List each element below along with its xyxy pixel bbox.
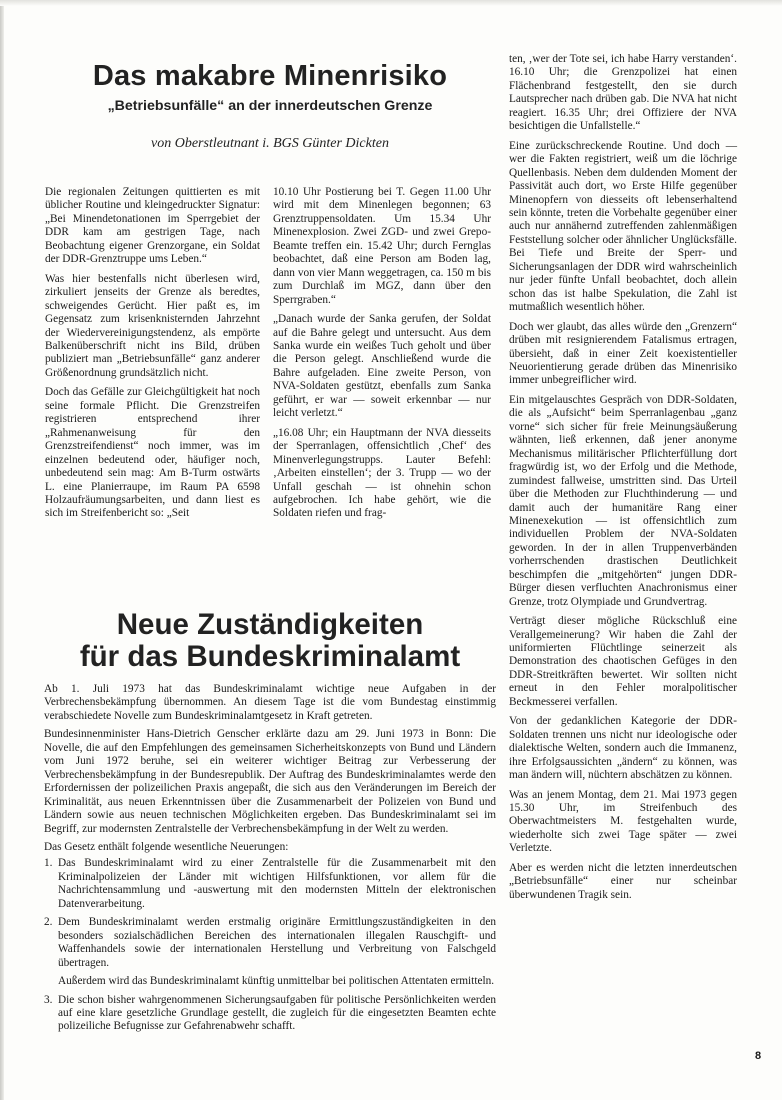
paragraph: 10.10 Uhr Postierung bei T. Gegen 11.00 Uhr wird mit dem Minenlegen begonnen; 63 Grenztruppensoldaten. Um 15.34 Uhr Minenexplosion. Zwei ZGD- und zwei Grepo-Beamte treffen ein. 15.42 Uhr; durch Fernglas beobachtet, daß eine Person am Boden lag, dann von vier Mann weggetragen, ca. 150 m bis zum Durchlaß im MGZ, dann über den Sperrgraben.“ xyxy=(273,186,491,306)
list-text: Die schon bisher wahrgenommenen Sicherungsaufgaben für politische Persönlichkeiten werden auf eine klare gesetzliche Grundlage gestellt, die zugleich für die eingesetzten Beamten echte polizeiliche Befugnisse zur Gefahrenabwehr schafft. xyxy=(58,993,496,1033)
article1-column-2 xyxy=(273,186,491,527)
paragraph: Doch das Gefälle zur Gleichgültigkeit hat noch seine formale Pflicht. Die Grenzstreifen registrieren entsprechend ihrer „Rahmenanweisung für den Grenzstreifendienst“ noch immer, was im einzelnen bedeutend oder, häufiger noch, unbedeutend sein mag: Am B-Turm ostwärts L. eine Planierraupe, im Raum PA 6598 Holzaufräumungsarbeiten, und dann liest es sich im Streifenbericht so: „Seit xyxy=(45,386,260,520)
paragraph: Ab 1. Juli 1973 hat das Bundeskriminalamt wichtige neue Aufgaben in der Verbrechensbekämpfung übernommen. An diesem Tage ist die vom Bundestag einstimmig verabschiedete Novelle zum Bundeskriminalamtgesetz in Kraft getreten. xyxy=(44,683,496,722)
article2-title-line1: Neue Zuständigkeiten xyxy=(116,608,424,641)
list-number: 2. xyxy=(44,916,53,929)
list-item xyxy=(44,857,496,911)
paragraph: Aber es werden nicht die letzten innerdeutschen „Betriebsunfälle“ einer nur scheinbar überwundenen Tragik sein. xyxy=(509,861,737,901)
paragraph: Verträgt dieser mögliche Rückschluß eine Verallgemeinerung? Wir haben die Zahl der uniformierten Flüchtlinge seinerzeit als Demonstration des chaotischen Gefüges in den DDR-Streitkräften bewertet. Wir sollten nicht erneut in den Fehler moralpolitischer Beckmesserei verfallen. xyxy=(509,615,737,708)
paragraph: ten, ‚wer der Tote sei, ich habe Harry verstanden‘. 16.10 Uhr; die Grenzpolizei hat einen Flächenbrand festgestellt, den sie durch Lautsprecher nach drüben gab. Die NVA hat nicht reagiert. 16.35 Uhr; drei Offiziere der NVA besichtigen die Unfallstelle.“ xyxy=(509,53,737,133)
paragraph: Bundesinnenminister Hans-Dietrich Genscher erklärte dazu am 29. Juni 1973 in Bonn: Die Novelle, die auf den Empfehlungen des gemeinsamen Sicherheitskonzepts von Bund und Ländern vom Juni 1972 beruhe, sei ein weiterer wichtiger Beitrag zur Verbesserung der Verbrechensbekämpfung in der Bundesrepublik. Der Auftrag des Bundeskriminalamtes werde den Erfordernissen der polizeilichen Praxis angepaßt, die sich aus den Veränderungen im Bereich der Kriminalität, aus neuen Erkenntnissen über die Zusammenarbeit der Polizeien von Bund und Ländern sowie aus neuen technischen Möglichkeiten ergeben. Das Bundeskriminalamt sei im Begriff, zur modernsten Zentralstelle der Verbrechensbekämpfung in der Welt zu werden. xyxy=(44,728,496,835)
article1-byline: von Oberstleutnant i. BGS Günter Dickten xyxy=(151,136,389,151)
list-item xyxy=(44,994,496,1034)
paragraph: „16.08 Uhr; ein Hauptmann der NVA diesseits der Sperranlagen, offensichtlich ‚Chef‘ des Minenverlegungstrupps. Lauter Befehl: ‚Arbeiten einstellen‘; der 3. Trupp — wo der Unfall geschah — ist ohnehin schon aufgebrochen. Ich habe gehört, wie die Soldaten riefen und frag- xyxy=(273,426,491,520)
paragraph: Das Gesetz enthält folgende wesentliche Neuerungen: xyxy=(44,840,289,853)
article2-title xyxy=(40,609,500,673)
paragraph: „Danach wurde der Sanka gerufen, der Soldat auf die Bahre gelegt und untersucht. Aus dem Sanka wurde ein weißes Tuch geholt und über die Person gelegt. Anschließend wurde die Bahre aufgeladen. Eine zweite Person, von NVA-Soldaten gestützt, ebenfalls zum Sanka geführt, er war — soweit erkennbar — nur leicht verletzt.“ xyxy=(273,313,491,420)
article1-column-3 xyxy=(509,53,737,908)
article1-title: Das makabre Minenrisiko xyxy=(92,60,448,92)
paragraph: Was an jenem Montag, dem 21. Mai 1973 gegen 15.30 Uhr, im Streifenbuch des Oberwachtmeisters M. festgehalten wurde, wiederholte sich zwei Tage später — zwei Verletzte. xyxy=(509,788,737,855)
paragraph: Ein mitgelauschtes Gespräch von DDR-Soldaten, die als „Aufsicht“ beim Sperranlagenbau „ganz vorne“ sich sicher für freie Meinungsäußerung wähnten, ließ erkennen, daß jener anonyme Mechanismus militärischer Pflichterfüllung dort fragwürdig ist, wo der Erfolg und die Methode, zumindest fallweise, umstritten sind. Das Urteil über die Methoden zur Fluchthinderung — und damit auch der humanitäre Rang einer Minenexekution — ist offensichtlich zum individuellen Problem der NVA-Soldaten geworden. In der in allen Truppenverbänden vorherrschenden drastischen Deutlichkeit beschimpfen die „mitgehörten“ jungen DDR-Bürger diesen verfluchten Anachronismus einer Grenze, trotz Olympiade und Grundvertrag. xyxy=(509,393,737,608)
paragraph: Eine zurückschreckende Routine. Und doch — wer die Fakten registriert, weiß um die löchrige Quellenbasis. Neben dem duldenden Moment der Passivität auch dort, wo Erste Hilfe gegenüber Minenopfern von diesseits oft lebenserhaltend sein könnte, treten die Vorbehalte gegenüber einer auch nur annähernd zutreffenden zahlenmäßigen Feststellung solcher oder ähnlicher Unglücksfälle. Bei Tiefe und Breite der Sperr- und Sicherungsanlagen der DDR wird wahrscheinlich nur jeder fünfte Unfall beobachtet, doch allein schon das ist halbe Spekulation, die Zahl ist mutmaßlich wesentlich höher. xyxy=(509,139,737,314)
article2-title-line2: für das Bundeskriminalamt xyxy=(79,640,461,673)
article1-column-1 xyxy=(45,186,260,527)
list-number: 3. xyxy=(44,993,53,1006)
list-text: Dem Bundeskriminalamt werden erstmalig originäre Ermittlungszuständigkeiten in den besonders sozialschädlichen Bereichen des internationalen illegalen Rauschgift- und Waffenhandels sowie der internationalen Herstellung und Verbreitung von Falschgeld übertragen. xyxy=(58,916,496,969)
paragraph: Die regionalen Zeitungen quittierten es mit üblicher Routine und kleingedruckter Signatur: „Bei Minendetonationen im Sperrgebiet der DDR kam am gestrigen Tage, nach Beobachtung eigener Grenzorgane, ein Soldat der DDR-Grenztruppe ums Leben.“ xyxy=(45,186,260,266)
list-text: Das Bundeskriminalamt wird zu einer Zentralstelle für die Zusammenarbeit mit den Kriminalpolizeien der Länder mit wichtigen Hilfsfunktionen, vor allem für die Nachrichtensammlung und -auswertung mit den modernsten Mitteln der elektronischen Datenverarbeitung. xyxy=(58,857,496,910)
list-text-extra: Außerdem wird das Bundeskriminalamt künftig unmittelbar bei politischen Attentaten ermitteln. xyxy=(58,975,495,988)
page-number: 8 xyxy=(755,1050,762,1062)
paragraph: Von der gedanklichen Kategorie der DDR-Soldaten trennen uns nicht nur ideologische oder dialektische Welten, sondern auch die Immanenz, ihre Erfolgsaussichten „ändern“ zu können, was man ändern will, nüchtern abschätzen zu können. xyxy=(509,715,737,782)
scan-edge xyxy=(0,0,4,1100)
scan-top-edge xyxy=(0,0,782,6)
paragraph: Was hier bestenfalls nicht überlesen wird, zirkuliert jenseits der Grenze als beredtes, schweigendes Gerücht. Hier paßt es, im Gegensatz zum krisenknisternden Jahrzehnt der Wiedervereinigungstendenz, als empörte Balkenüberschrift nicht ins Bild, drüben publiziert man „Betriebsunfälle“ ganz anderer Größenordnung grundsätzlich nicht. xyxy=(45,272,260,379)
provisions-list xyxy=(44,857,496,1033)
article1-subtitle: „Betriebsunfälle“ an der innerdeutschen Grenze xyxy=(107,98,433,114)
list-number: 1. xyxy=(44,857,53,870)
list-item xyxy=(44,916,496,988)
article2-body xyxy=(44,683,496,1039)
paragraph: Doch wer glaubt, das alles würde den „Grenzern“ drüben mit resignierendem Fatalismus ertragen, übersieht, daß in einer Zeit koexistentieller Neuorientierung gerade drüben das Minenrisiko immer unbegreiflicher wird. xyxy=(509,320,737,387)
